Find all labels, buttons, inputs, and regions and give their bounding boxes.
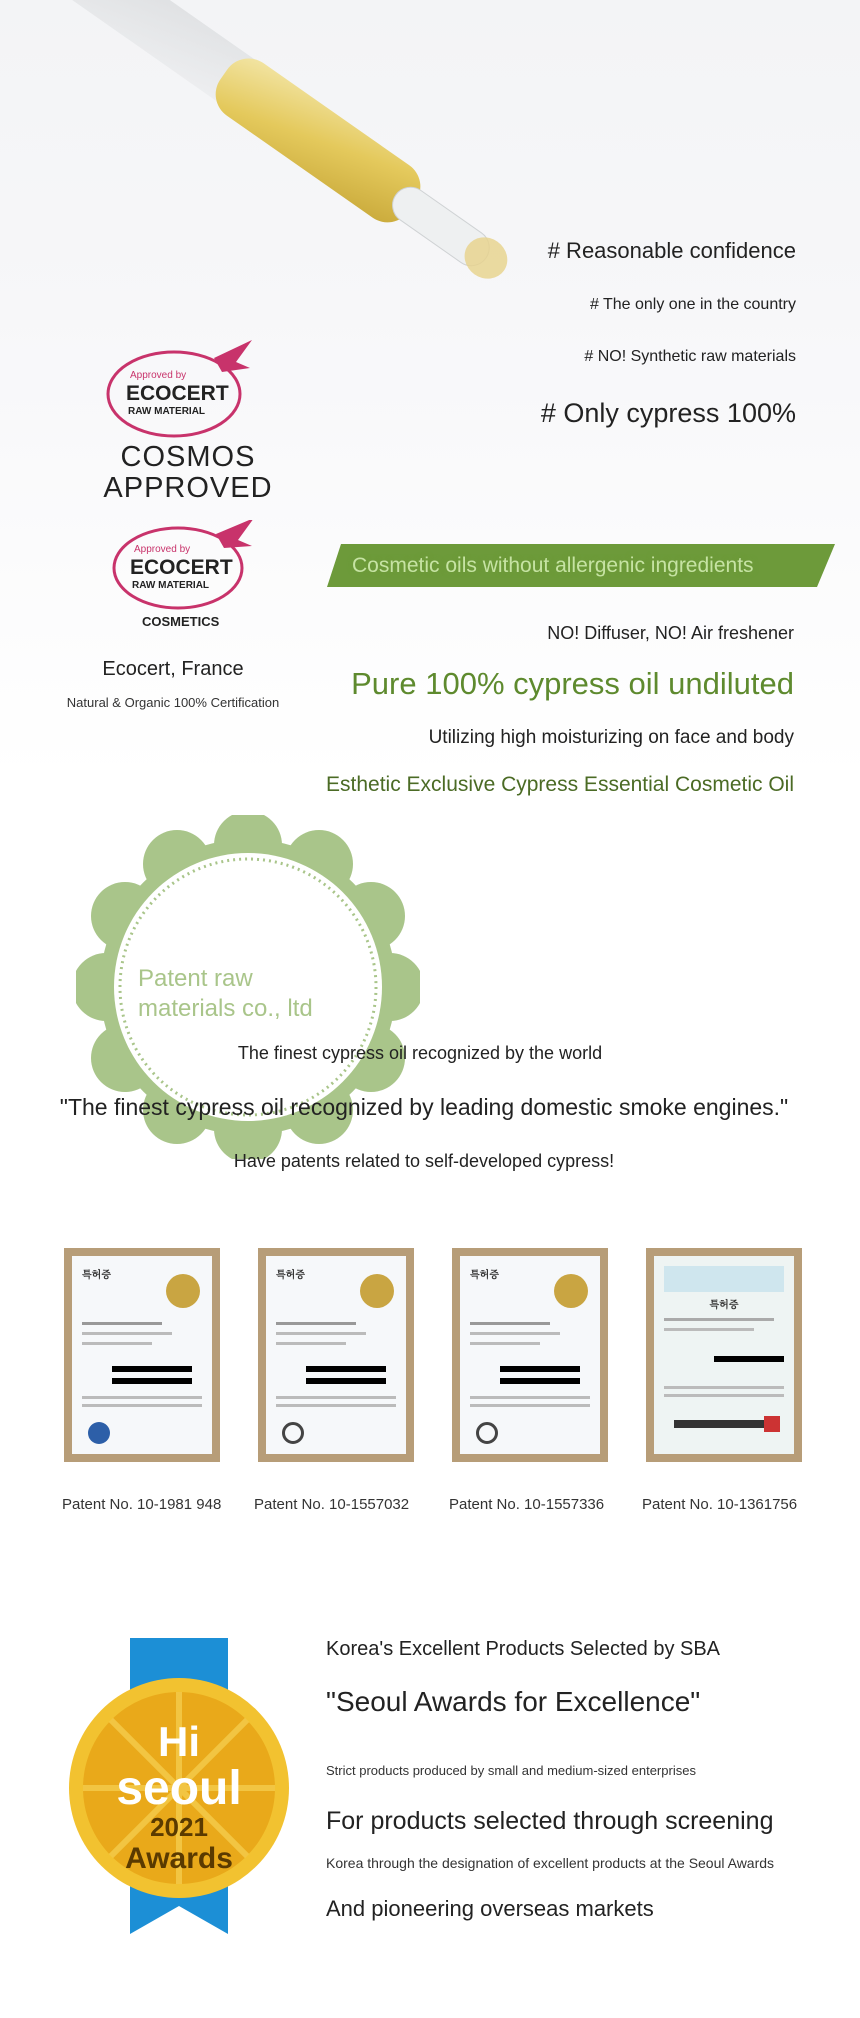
redaction-bar — [112, 1366, 192, 1372]
certificate-title: 특허증 — [82, 1270, 111, 1281]
patent-caption-1: Patent No. 10-1981 948 — [62, 1496, 222, 1513]
patent-caption-4: Patent No. 10-1361756 — [642, 1496, 798, 1513]
hero-tag-cypress: # Only cypress 100% — [540, 398, 796, 428]
cosmos-line-1: COSMOS — [120, 441, 256, 473]
patent-quote: "The finest cypress oil recognized by leading domestic smoke engines." — [59, 1094, 789, 1120]
ecocert-sub-text: RAW MATERIAL — [128, 406, 206, 417]
hero-tag-only-one: # The only one in the country — [589, 296, 796, 313]
patent-caption-3: Patent No. 10-1557336 — [449, 1496, 605, 1513]
redaction-bar — [306, 1378, 386, 1384]
gold-seal-icon — [554, 1274, 588, 1308]
award-sba-selection: Korea's Excellent Products Selected by SBA — [326, 1638, 721, 1660]
certificate-title: 특허증 — [470, 1270, 499, 1281]
redaction-bar — [500, 1366, 580, 1372]
seal-line-1: Patent raw — [138, 965, 253, 992]
certificate-title: 특허증 — [276, 1270, 305, 1281]
ecocert-caption — [48, 658, 298, 710]
patent-certificate-3 — [452, 1248, 608, 1462]
hi-seoul-award-medal — [68, 1638, 290, 1934]
patent-certificate-2 — [258, 1248, 414, 1462]
ecocert-approved-text: Approved by — [130, 370, 187, 381]
cosmos-line-2: APPROVED — [103, 472, 273, 504]
medal-hi-text: Hi — [158, 1718, 200, 1765]
feature-pure-cypress: Pure 100% cypress oil undiluted — [351, 666, 794, 701]
award-screening: For products selected through screening — [326, 1807, 774, 1835]
seal-line-2: materials co., ltd — [138, 995, 313, 1022]
emblem-icon — [282, 1422, 304, 1444]
redaction-bar — [306, 1366, 386, 1372]
hero-tag-no-synthetic: # NO! Synthetic raw materials — [584, 348, 796, 365]
award-title: "Seoul Awards for Excellence" — [326, 1686, 701, 1717]
feature-moisturizing: Utilizing high moisturizing on face and body — [428, 727, 794, 748]
redaction-bar — [500, 1378, 580, 1384]
award-sme-products: Strict products produced by small and medium-sized enterprises — [326, 1763, 696, 1778]
medal-awards-text: Awards — [125, 1842, 233, 1875]
patent-self-developed: Have patents related to self-developed cypress! — [233, 1151, 615, 1171]
emblem-icon — [476, 1422, 498, 1444]
patent-certificate-1 — [64, 1248, 220, 1462]
patent-seal-text — [138, 964, 313, 1024]
patent-caption-2: Patent No. 10-1557032 — [254, 1496, 410, 1513]
ecocert-certification: Natural & Organic 100% Certification — [66, 695, 280, 710]
medal-seoul-text: seoul — [116, 1762, 242, 1815]
allergen-free-banner-text: Cosmetic oils without allergenic ingredients — [352, 554, 754, 577]
redaction-bar — [112, 1378, 192, 1384]
emblem-icon — [88, 1422, 110, 1444]
certificate-paper — [266, 1256, 406, 1454]
gold-seal-icon — [166, 1274, 200, 1308]
ecocert-location: Ecocert, France — [102, 658, 244, 680]
ecocert2-brand-text: ECOCERT — [130, 556, 233, 579]
ecocert-cosmetics-logo — [108, 520, 258, 632]
patent-intro: The finest cypress oil recognized by the world — [237, 1043, 603, 1063]
ecocert2-label-text: COSMETICS — [142, 614, 220, 629]
hero-tag-confidence: # Reasonable confidence — [547, 238, 796, 263]
cosmos-approved-text — [98, 442, 278, 504]
ecocert-brand-text: ECOCERT — [126, 382, 229, 405]
certificate-title: 특허증 — [709, 1300, 739, 1311]
certificate-paper — [654, 1256, 794, 1454]
redaction-bar — [714, 1356, 784, 1362]
ecocert-raw-material-logo — [104, 338, 254, 438]
certificate-header-band — [664, 1266, 784, 1292]
certificate-paper — [460, 1256, 600, 1454]
gold-seal-icon — [360, 1274, 394, 1308]
ecocert2-approved-text: Approved by — [134, 544, 191, 555]
dropper-image — [0, 0, 560, 320]
feature-no-diffuser: NO! Diffuser, NO! Air freshener — [547, 623, 794, 643]
award-overseas: And pioneering overseas markets — [326, 1896, 654, 1921]
ecocert2-sub-text: RAW MATERIAL — [132, 580, 210, 591]
certificate-paper — [72, 1256, 212, 1454]
official-stamp-icon — [764, 1416, 780, 1432]
patent-certificate-4 — [646, 1248, 802, 1462]
feature-esthetic-oil: Esthetic Exclusive Cypress Essential Cosmetic Oil — [326, 773, 794, 796]
award-designation: Korea through the designation of excellent products at the Seoul Awards — [326, 1855, 775, 1871]
medal-year-text: 2021 — [150, 1812, 208, 1842]
